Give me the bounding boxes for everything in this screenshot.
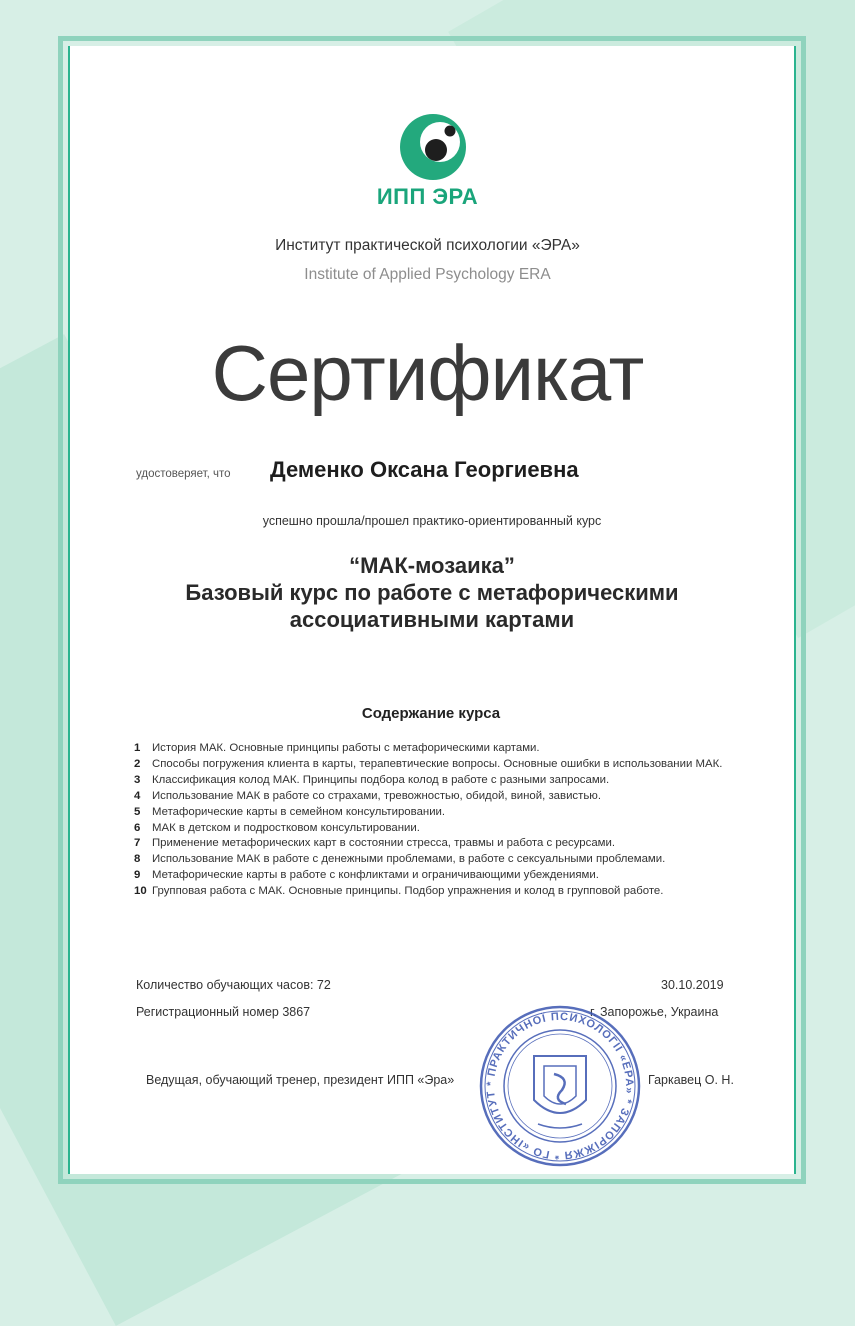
contents-list [134,741,722,900]
issue-city: г. Запорожье, Украина [590,1005,719,1019]
item-text: МАК в детском и подростковом консультировании. [152,821,420,834]
course-title-line: ассоциативными картами [289,607,575,632]
registration-number: Регистрационный номер 3867 [136,1005,311,1019]
signer-name: Гаркавец О. Н. [648,1073,734,1087]
institute-name-en: Institute of Applied Psychology ERA [304,266,551,283]
list-item [134,741,722,757]
recipient-name: Деменко Оксана Георгиевна [270,457,579,482]
item-text: Классификация колод МАК. Принципы подбора колод в работе с разными запросами. [152,773,610,786]
list-item [134,868,722,884]
item-text: Использование МАК в работе с денежными проблемами, в работе с сексуальными проблемами. [152,853,666,866]
item-text: Применение метафорических карт в состоянии стресса, травмы и работа с ресурсами. [152,837,616,850]
logo-text: ИПП ЭРА [376,184,479,209]
list-item [134,852,722,868]
round-seal-stamp-icon [478,1004,642,1168]
list-item [134,836,722,852]
list-item [134,789,722,805]
signer-role: Ведущая, обучающий тренер, президент ИПП «Эра» [146,1073,455,1087]
completed-text: успешно прошла/прошел практико-ориентированный курс [262,514,602,528]
stamp-text: * ПРАКТИЧНОЇ ПСИХОЛОГІЇ «ЕРА» * ЗАПОРІЖЖЯ * ГО «ІНСТИТУТ [484,1010,636,1162]
item-text: История МАК. Основные принципы работы с метафорическими картами. [152,742,540,754]
item-number: 10 [134,885,147,898]
svg-text:* ПРАКТИЧНОЇ ПСИХОЛОГІЇ «ЕРА» [485,1011,635,1161]
item-number: 6 [134,821,141,834]
item-number: 9 [134,869,141,882]
item-text: Способы погружения клиента в карты, терапевтические вопросы. Основные ошибки в использовании МАК. [152,757,723,770]
contents-title: Содержание курса [361,705,501,722]
list-item [134,773,722,789]
item-number: 3 [134,773,141,786]
item-number: 8 [134,853,141,866]
item-text: Использование МАК в работе со страхами, тревожностью, обидой, виной, завистью. [152,789,601,802]
institute-name-ru: Институт практической психологии «ЭРА» [275,237,580,254]
certifies-label: удостоверяет, что [136,468,231,480]
course-title-line: Базовый курс по работе с метафорическими [185,580,679,605]
item-number: 2 [134,757,141,770]
list-item [134,821,722,837]
course-title [0,552,855,633]
issue-date: 30.10.2019 [661,978,724,992]
certificate-title: Сертификат [211,329,644,417]
item-number: 4 [134,789,141,802]
ipp-era-logo-icon [399,113,467,181]
training-hours: Количество обучающих часов: 72 [136,978,331,992]
item-text: Метафорические карты в работе с конфликтами и ограничивающими убеждениями. [152,869,599,882]
list-item [134,884,722,900]
item-number: 5 [134,805,141,818]
item-number: 1 [134,742,141,754]
item-number: 7 [134,837,141,850]
course-title-line: “МАК-мозаика” [349,553,515,578]
item-text: Групповая работа с МАК. Основные принципы. Подбор упражнения и колод в групповой работе. [152,885,664,898]
list-item [134,805,722,821]
item-text: Метафорические карты в семейном консультировании. [152,805,446,818]
list-item [134,757,722,773]
